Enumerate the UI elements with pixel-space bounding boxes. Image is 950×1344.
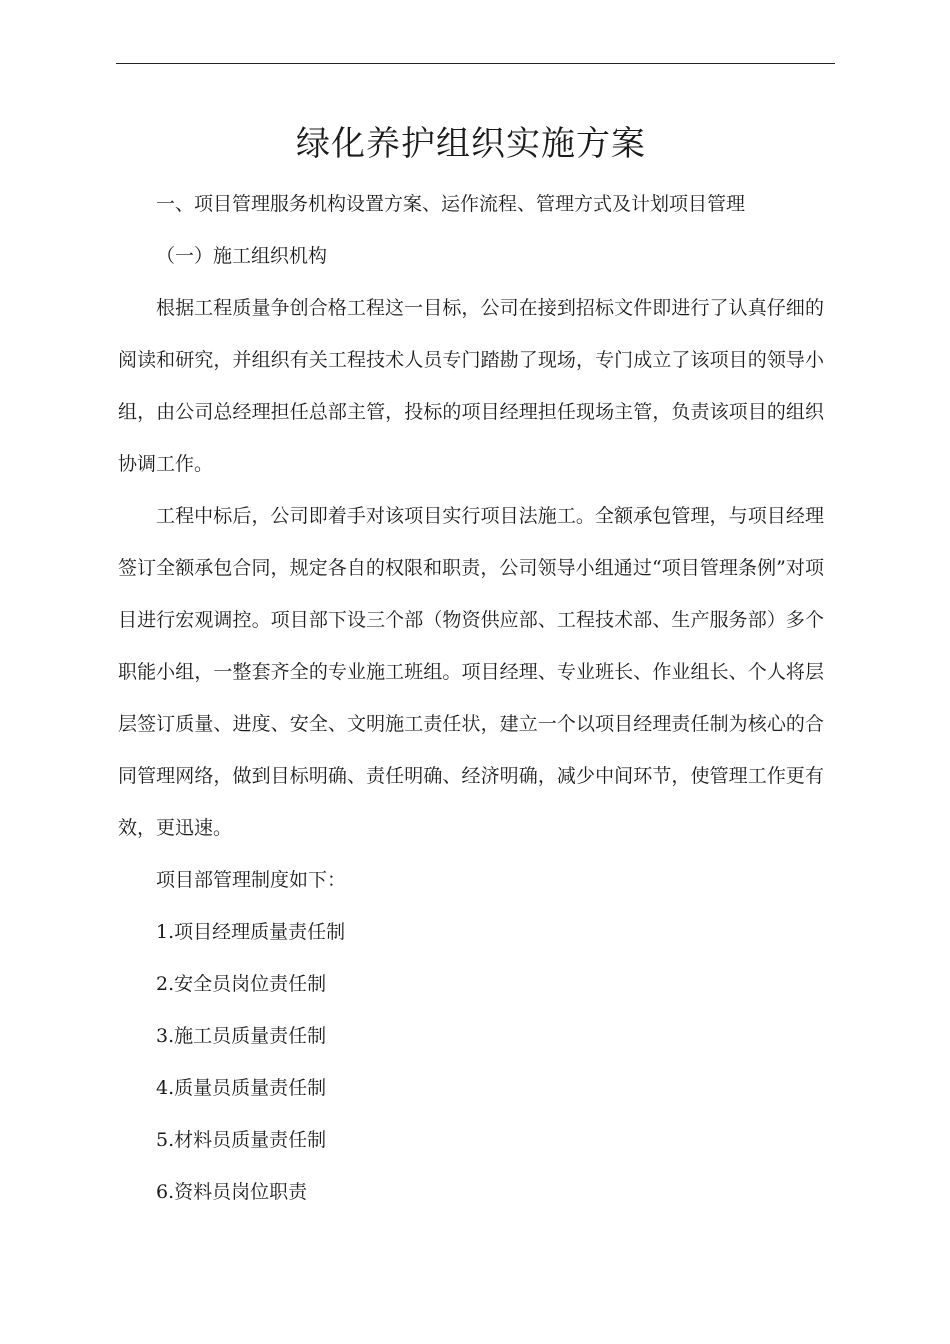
list-item: 5.材料员质量责任制 xyxy=(156,1129,327,1151)
document-body xyxy=(118,118,824,1218)
header-rule xyxy=(116,63,835,64)
list-item: 6.资料员岗位职责 xyxy=(156,1181,308,1203)
paragraph-management: 工程中标后，公司即着手对该项目实行项目法施工。全额承包管理，与项目经理签订全额承包合同，规定各自的权限和职责，公司领导小组通过“项目管理条例”对项目进行宏观调控。项目部下设三个部（物资供应部、工程技术部、生产服务部）多个职能小组，一整套齐全的专业施工班组。项目经理、专业班长、作业组长、个人将层层签订质量、进度、安全、文明施工责任状，建立一个以项目经理责任制为核心的合同管理网络，做到目标明确、责任明确、经济明确，减少中间环节，使管理工作更有效，更迅速。 xyxy=(118,505,824,839)
paragraph-system-intro: 项目部管理制度如下： xyxy=(156,869,347,891)
management-system-list xyxy=(118,906,824,1218)
list-item: 2.安全员岗位责任制 xyxy=(156,973,327,995)
list-item: 4.质量员质量责任制 xyxy=(156,1077,327,1099)
subsection-heading: （一）施工组织机构 xyxy=(156,245,328,267)
list-item: 1.项目经理质量责任制 xyxy=(156,921,346,943)
document-title: 绿化养护组织实施方案 xyxy=(296,124,646,164)
paragraph-organization: 根据工程质量争创合格工程这一目标，公司在接到招标文件即进行了认真仔细的阅读和研究，并组织有关工程技术人员专门踏勘了现场，专门成立了该项目的领导小组，由公司总经理担任总部主管，投标的项目经理担任现场主管，负责该项目的组织协调工作。 xyxy=(118,297,824,475)
list-item: 3.施工员质量责任制 xyxy=(156,1025,327,1047)
section-heading: 一、项目管理服务机构设置方案、运作流程、管理方式及计划项目管理 xyxy=(156,193,746,215)
